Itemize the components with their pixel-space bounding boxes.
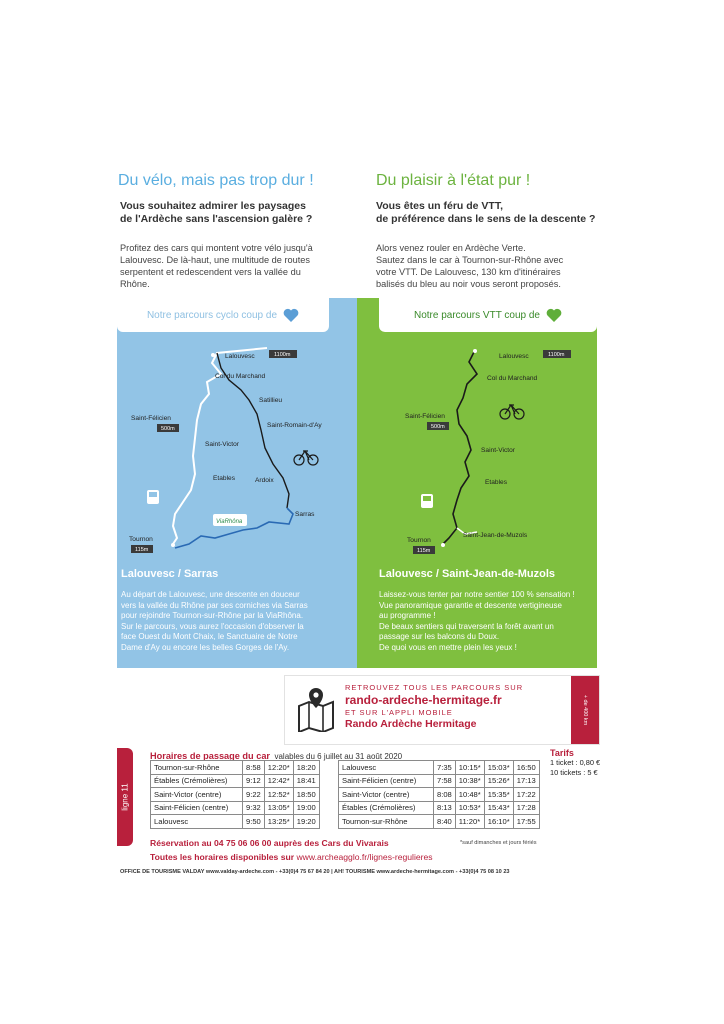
map-label-ardoix: Ardoix <box>255 477 274 484</box>
table-cell: 15:03* <box>484 761 513 775</box>
altitude-value: 1100m <box>274 352 291 358</box>
map-label-col: Col du Marchand <box>487 375 538 382</box>
promo-line: RETROUVEZ TOUS LES PARCOURS SUR <box>345 683 524 692</box>
table-cell: 15:35* <box>484 788 513 802</box>
table-cell: 15:43* <box>484 801 513 815</box>
table-cell: 13:05* <box>264 801 293 815</box>
route-desc-line: pour rejoindre Tournon-sur-Rhône par la ViaRhôna. <box>121 611 304 620</box>
table-cell: 13:25* <box>264 815 293 829</box>
vtt-subheading-line: de préférence dans le sens de la descente ? <box>376 213 596 225</box>
map-label-col: Col du Marchand <box>215 373 266 380</box>
route-desc-line: passage sur les balcons du Doux. <box>379 632 500 641</box>
line-tab-label: ligne 11 <box>120 783 130 811</box>
table-cell: 17:28 <box>513 801 539 815</box>
table-cell: 9:50 <box>243 815 265 829</box>
route-desc-line: De beaux sentiers qui traversent la forêt avant un <box>379 621 554 631</box>
table-cell: 10:48* <box>455 788 484 802</box>
map-label-st-victor: Saint-Victor <box>205 441 239 448</box>
table-cell: 16:50 <box>513 761 539 775</box>
table-cell: Saint-Victor (centre) <box>151 788 243 802</box>
route-desc-line: Sur le parcours, vous aurez l'occasion d'observer la <box>121 621 304 631</box>
map-point <box>473 349 477 353</box>
map-label-lalouvesc: Lalouvesc <box>499 353 529 360</box>
cyclo-pill <box>117 298 329 332</box>
cyclo-intro <box>120 242 313 290</box>
vtt-pill-label: Notre parcours VTT coup de <box>414 309 540 321</box>
promo-red-band <box>571 676 599 744</box>
schedule-table-outbound <box>150 760 320 829</box>
table-row <box>339 801 540 815</box>
vtt-pill <box>379 298 597 332</box>
table-cell: Saint-Félicien (centre) <box>339 774 434 788</box>
reservation-line: Réservation au 04 75 06 06 00 auprès des Cars du Vivarais <box>150 838 389 848</box>
table-cell: 18:20 <box>293 761 319 775</box>
promo-side-text: + de 400 km <box>582 694 588 726</box>
route-desc-line: face Ouest du Mont Chaix, le Sanctuaire de Notre <box>121 632 298 641</box>
table-row <box>339 788 540 802</box>
bus-icon <box>147 490 159 504</box>
table-cell: 10:53* <box>455 801 484 815</box>
altitude-value: 500m <box>161 426 175 432</box>
table-cell: Lalouvesc <box>151 815 243 829</box>
table-cell: 8:13 <box>434 801 456 815</box>
altitude-value: 1100m <box>548 352 565 358</box>
map-label-st-victor: Saint-Victor <box>481 447 515 454</box>
vtt-subheading-line: Vous êtes un féru de VTT, <box>376 200 503 212</box>
table-cell: 7:35 <box>434 761 456 775</box>
map-label-st-felicien: Saint-Félicien <box>131 415 171 422</box>
route-desc-line: Au départ de Lalouvesc, une descente en douceur <box>121 590 300 599</box>
table-cell: Étables (Crémolières) <box>339 801 434 815</box>
table-row <box>151 774 320 788</box>
table-cell: 11:20* <box>455 815 484 829</box>
vtt-route-desc <box>379 590 575 653</box>
tarifs-title: Tarifs <box>550 748 574 758</box>
cyclo-subheading-line: Vous souhaitez admirer les paysages <box>120 200 306 212</box>
schedule-dates: valables du 6 juillet au 31 août 2020 <box>274 752 403 761</box>
table-row <box>151 815 320 829</box>
table-row <box>151 801 320 815</box>
schedule-note: *sauf dimanches et jours fériés <box>460 840 537 846</box>
table-cell: 19:00 <box>293 801 319 815</box>
table-cell: 8:58 <box>243 761 265 775</box>
bicycle-icon <box>294 451 318 465</box>
table-cell: 17:22 <box>513 788 539 802</box>
table-row <box>151 788 320 802</box>
table-cell: 17:13 <box>513 774 539 788</box>
altitude-value: 500m <box>431 424 445 430</box>
map-label-etables: Etables <box>485 479 507 486</box>
map-label-sarras: Sarras <box>295 511 315 518</box>
route-desc-line: au programme ! <box>379 611 436 620</box>
cyclo-subheading-line: de l'Ardèche sans l'ascension galère ? <box>120 213 313 225</box>
table-cell: 12:52* <box>264 788 293 802</box>
map-label-st-felicien: Saint-Félicien <box>405 413 445 420</box>
vtt-intro <box>376 242 563 290</box>
altitude-value: 115m <box>135 547 149 553</box>
cyclo-intro-line: serpentent et redescendent vers la vallée du <box>120 267 301 277</box>
cyclo-intro-line: Rhône. <box>120 279 150 289</box>
table-cell: 9:12 <box>243 774 265 788</box>
vtt-intro-line: Alors venez rouler en Ardèche Verte. <box>376 243 526 253</box>
map-point <box>211 353 215 357</box>
cyclo-route-title: Lalouvesc / Sarras <box>121 568 219 580</box>
table-row <box>151 761 320 775</box>
promo-text <box>345 682 523 731</box>
table-cell: Saint-Félicien (centre) <box>151 801 243 815</box>
map-pin-icon <box>295 686 337 732</box>
vtt-intro-line: Sautez dans le car à Tournon-sur-Rhône avec <box>376 255 564 265</box>
altitude-value: 115m <box>417 548 431 554</box>
table-cell: 15:26* <box>484 774 513 788</box>
cyclo-heading: Du vélo, mais pas trop dur ! <box>118 172 314 189</box>
cyclo-panel <box>117 298 357 668</box>
route-desc-line: Laissez-vous tenter par notre sentier 100 % sensation ! <box>379 590 575 599</box>
table-cell: 19:20 <box>293 815 319 829</box>
route-desc-line: De quoi vous en mettre plein les yeux ! <box>379 642 517 652</box>
table-cell: 10:38* <box>455 774 484 788</box>
tarif-line: 1 ticket : 0,80 € <box>550 758 601 767</box>
schedule-title-label: Horaires de passage du car <box>150 751 271 761</box>
heart-icon <box>283 308 299 323</box>
table-cell: 9:22 <box>243 788 265 802</box>
vtt-subheading <box>376 200 595 226</box>
table-cell: Saint-Victor (centre) <box>339 788 434 802</box>
table-row <box>339 774 540 788</box>
promo-website-link[interactable]: rando-ardeche-hermitage.fr <box>345 693 502 707</box>
cyclo-route-desc <box>121 590 308 653</box>
route-desc-line: vers la vallée du Rhône par ses corniches via Sarras <box>121 600 308 610</box>
all-hours-line <box>150 852 433 862</box>
promo-box <box>284 675 600 745</box>
table-cell: 16:10* <box>484 815 513 829</box>
table-row <box>339 815 540 829</box>
heart-icon <box>546 308 562 323</box>
schedule-table-return <box>338 760 540 829</box>
tarif-line: 10 tickets : 5 € <box>550 768 598 777</box>
table-cell: 12:42* <box>264 774 293 788</box>
mountain-bike-icon <box>500 405 524 419</box>
line-tab <box>117 748 133 846</box>
svg-text:ViaRhôna: ViaRhôna <box>216 519 243 525</box>
table-cell: Lalouvesc <box>339 761 434 775</box>
map-label-etables: Etables <box>213 475 235 482</box>
bus-icon <box>421 494 433 508</box>
table-cell: 8:40 <box>434 815 456 829</box>
vtt-route-title: Lalouvesc / Saint-Jean-de-Muzols <box>379 568 556 580</box>
table-cell: 12:20* <box>264 761 293 775</box>
viarhona-logo <box>213 514 247 526</box>
vtt-route-map <box>357 338 597 563</box>
cyclo-intro-line: Profitez des cars qui montent votre vélo jusqu'à <box>120 243 313 253</box>
table-cell: Tournon-sur-Rhône <box>151 761 243 775</box>
promo-line: ET SUR L'APPLI MOBILE <box>345 708 453 717</box>
vtt-intro-line: balisés du bleu au noir vous seront proposés. <box>376 279 561 289</box>
map-label-satillieu: Satillieu <box>259 397 283 404</box>
cyclo-intro-line: Lalouvesc. De là-haut, une multitude de routes <box>120 255 310 265</box>
table-cell: 18:50 <box>293 788 319 802</box>
cyclo-subheading <box>120 200 312 226</box>
cyclo-route-map <box>117 338 357 563</box>
vtt-heading: Du plaisir à l'état pur ! <box>376 172 531 189</box>
map-label-tournon: Tournon <box>407 537 431 544</box>
route-desc-line: Vue panoramique garantie et descente vertigineuse <box>379 600 562 610</box>
vtt-panel <box>357 298 597 668</box>
map-label-tournon: Tournon <box>129 536 153 543</box>
all-hours-label: Toutes les horaires disponibles sur <box>150 852 295 862</box>
tarifs <box>550 748 600 778</box>
table-cell: 9:32 <box>243 801 265 815</box>
map-label-st-romain: Saint-Romain-d'Ay <box>267 422 322 429</box>
map-point <box>171 543 175 547</box>
table-cell: 10:15* <box>455 761 484 775</box>
table-cell: Tournon-sur-Rhône <box>339 815 434 829</box>
table-cell: 18:41 <box>293 774 319 788</box>
map-label-lalouvesc: Lalouvesc <box>225 353 255 360</box>
map-point <box>441 543 445 547</box>
promo-app-name: Rando Ardèche Hermitage <box>345 718 477 730</box>
footer-contacts: OFFICE DE TOURISME VALDAY www.valday-ardeche.com - +33(0)4 75 67 84 20 | AH! TOURISME www.ardeche-hermitage.com - +33(0)4 75 08 10 23 <box>120 869 510 875</box>
cyclo-pill-label: Notre parcours cyclo coup de <box>146 309 278 321</box>
all-hours-link[interactable]: www.archeagglo.fr/lignes-regulieres <box>296 852 433 862</box>
table-cell: Étables (Crémolières) <box>151 774 243 788</box>
vtt-intro-line: votre VTT. De Lalouvesc, 130 km d'itinéraires <box>376 267 561 277</box>
map-label-st-jean: Saint-Jean-de-Muzols <box>463 532 528 539</box>
table-cell: 17:55 <box>513 815 539 829</box>
route-desc-line: Dame d'Ay ou encore les belles Gorges de l'Ay. <box>121 642 290 652</box>
table-row <box>339 761 540 775</box>
table-cell: 7:58 <box>434 774 456 788</box>
table-cell: 8:08 <box>434 788 456 802</box>
